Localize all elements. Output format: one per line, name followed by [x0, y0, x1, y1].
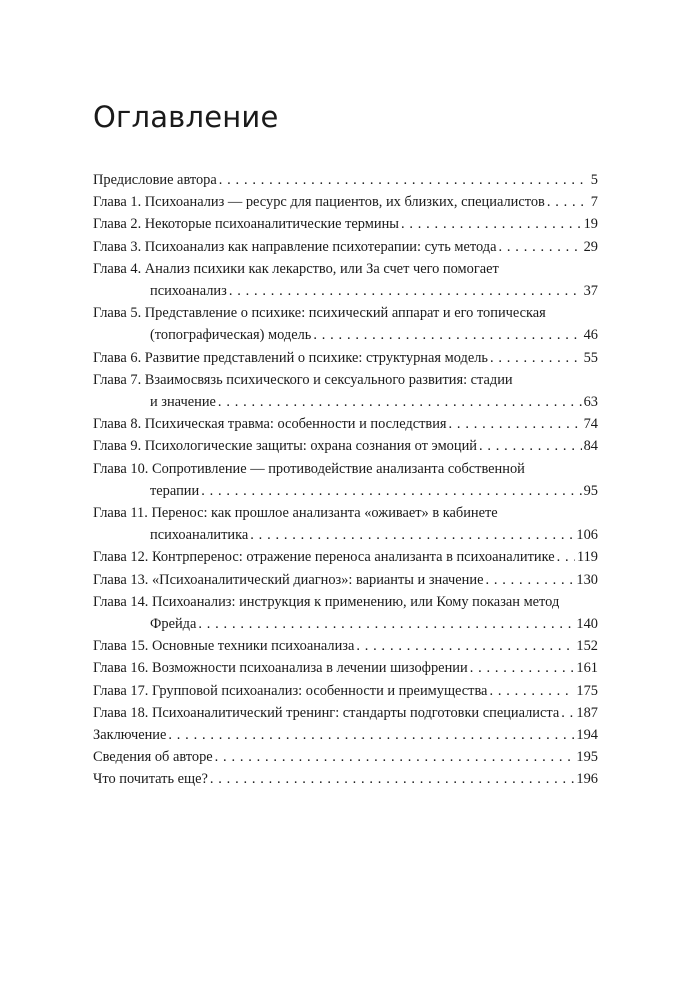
toc-entry-last-line	[93, 280, 598, 302]
table-of-contents	[93, 169, 598, 791]
toc-entry-last-line	[93, 524, 598, 546]
toc-entry-title-line: Глава 7. Взаимосвязь психического и сексуального развития: стадии	[93, 371, 513, 388]
toc-entry-title-line: и значение	[150, 394, 216, 411]
toc-entry-title-line: Глава 4. Анализ психики как лекарство, или За счет чего помогает	[93, 260, 499, 277]
toc-page-number: 5	[590, 172, 598, 188]
toc-entry-last-line	[93, 191, 598, 213]
dot-leader	[479, 435, 582, 457]
toc-page-number: 74	[583, 416, 598, 433]
dot-leader	[499, 236, 582, 258]
toc-entry-title-line: Глава 15. Основные техники психоанализа	[93, 638, 355, 655]
toc-entry-title-line: Предисловие автора	[93, 172, 217, 188]
toc-entry-title-line: Глава 6. Развитие представлений о психике: структурная модель	[93, 349, 488, 366]
toc-entry-title-line: Глава 11. Перенос: как прошлое анализанта «оживает» в кабинете	[93, 505, 498, 522]
toc-entry-last-line	[93, 169, 598, 191]
toc-entry-title-line: психоаналитика	[150, 527, 249, 544]
toc-page-number: 7	[590, 194, 598, 211]
toc-page-number: 130	[576, 571, 598, 588]
toc-entry[interactable]	[93, 702, 598, 724]
toc-page-number: 37	[583, 283, 598, 300]
toc-page-number: 195	[576, 749, 598, 766]
dot-leader	[218, 391, 582, 413]
toc-entry-title-line: Глава 3. Психоанализ как направление психотерапии: суть метода	[93, 238, 497, 255]
toc-entry[interactable]	[93, 369, 598, 413]
toc-entry[interactable]	[93, 724, 598, 746]
toc-entry-title-line: Глава 8. Психическая травма: особенности и последствия	[93, 416, 447, 433]
toc-entry[interactable]	[93, 258, 598, 302]
dot-leader	[356, 635, 574, 657]
toc-entry-last-line	[93, 569, 598, 591]
toc-entry-last-line	[93, 347, 598, 369]
toc-page-number: 196	[576, 771, 598, 788]
toc-entry[interactable]	[93, 502, 598, 546]
toc-entry-last-line	[93, 413, 598, 435]
toc-page-number: 106	[576, 527, 598, 544]
toc-entry-last-line	[93, 391, 598, 413]
toc-entry[interactable]	[93, 213, 598, 235]
toc-entry[interactable]	[93, 569, 598, 591]
toc-entry-title-line: Глава 13. «Психоаналитический диагноз»: варианты и значение	[93, 571, 484, 588]
toc-entry-title-line: Глава 10. Сопротивление — противодействие анализанта собственной	[93, 460, 525, 477]
toc-entry-title-line: Сведения об авторе	[93, 749, 213, 766]
toc-entry-last-line	[93, 213, 598, 235]
toc-page-number: 19	[583, 216, 598, 233]
toc-entry-last-line	[93, 635, 598, 657]
toc-entry-title-line: Глава 16. Возможности психоанализа в лечении шизофрении	[93, 660, 468, 677]
toc-entry[interactable]	[93, 236, 598, 258]
toc-page-number: 84	[583, 438, 598, 455]
dot-leader	[250, 524, 574, 546]
dot-leader	[198, 613, 574, 635]
toc-entry[interactable]	[93, 657, 598, 679]
toc-entry-title-line: психоанализ	[150, 283, 227, 300]
toc-entry[interactable]	[93, 347, 598, 369]
toc-entry[interactable]	[93, 635, 598, 657]
dot-leader	[313, 324, 581, 346]
toc-entry-last-line	[93, 435, 598, 457]
toc-page-number: 29	[583, 238, 598, 255]
dot-leader	[489, 680, 574, 702]
toc-entry[interactable]	[93, 435, 598, 457]
toc-entry-last-line	[93, 768, 598, 790]
page-title: Оглавление	[93, 100, 279, 134]
toc-entry-title-line: Глава 14. Психоанализ: инструкция к применению, или Кому показан метод	[93, 593, 560, 610]
dot-leader	[168, 724, 574, 746]
toc-entry[interactable]	[93, 546, 598, 568]
toc-entry-last-line	[93, 702, 598, 724]
toc-entry-last-line	[93, 613, 598, 635]
toc-entry-title-line: Глава 12. Контрперенос: отражение переноса анализанта в психоаналитике	[93, 549, 555, 566]
toc-entry-title-line: Глава 17. Групповой психоанализ: особенности и преимущества	[93, 682, 488, 699]
dot-leader	[561, 702, 574, 724]
toc-page-number: 46	[583, 327, 598, 344]
toc-entry-title-line: Глава 2. Некоторые психоаналитические термины	[93, 216, 399, 233]
dot-leader	[547, 191, 589, 213]
toc-entry-last-line	[93, 657, 598, 679]
toc-page-number: 55	[583, 349, 598, 366]
toc-entry-last-line	[93, 746, 598, 768]
toc-entry-last-line	[93, 546, 598, 568]
toc-page-number: 187	[576, 704, 598, 721]
toc-page-number: 95	[583, 482, 598, 499]
dot-leader	[470, 657, 575, 679]
toc-entry-title-line: Глава 1. Психоанализ — ресурс для пациентов, их близких, специалистов	[93, 194, 545, 211]
toc-page-number: 161	[576, 660, 598, 677]
dot-leader	[210, 768, 575, 790]
toc-entry[interactable]	[93, 302, 598, 346]
toc-entry-title-line: Глава 18. Психоаналитический тренинг: стандарты подготовки специалиста	[93, 704, 560, 721]
toc-page-number: 175	[576, 682, 598, 699]
dot-leader	[401, 213, 582, 235]
toc-entry-last-line	[93, 236, 598, 258]
toc-entry-last-line	[93, 324, 598, 346]
dot-leader	[229, 280, 582, 302]
toc-entry-title-line: Глава 9. Психологические защиты: охрана сознания от эмоций	[93, 438, 477, 455]
dot-leader	[557, 546, 575, 568]
toc-page-number: 152	[576, 638, 598, 655]
toc-entry-last-line	[93, 724, 598, 746]
toc-entry-title-line: Заключение	[93, 727, 167, 744]
toc-entry[interactable]	[93, 191, 598, 213]
toc-entry[interactable]	[93, 768, 598, 790]
toc-entry-title-line: Что почитать еще?	[93, 771, 208, 788]
toc-entry-title-line: Глава 5. Представление о психике: психический аппарат и его топическая	[93, 305, 546, 322]
toc-entry[interactable]	[93, 746, 598, 768]
toc-entry-last-line	[93, 480, 598, 502]
toc-entry[interactable]	[93, 413, 598, 435]
dot-leader	[449, 413, 582, 435]
toc-entry[interactable]	[93, 680, 598, 702]
dot-leader	[485, 569, 574, 591]
toc-entry[interactable]	[93, 169, 598, 191]
dot-leader	[219, 169, 589, 191]
toc-entry-last-line	[93, 680, 598, 702]
dot-leader	[215, 746, 575, 768]
toc-entry[interactable]	[93, 458, 598, 502]
toc-page-number: 63	[583, 394, 598, 411]
toc-entry-title-line: терапии	[150, 482, 200, 499]
dot-leader	[201, 480, 581, 502]
toc-entry[interactable]	[93, 591, 598, 635]
dot-leader	[490, 347, 582, 369]
toc-entry-title-line: Фрейда	[150, 616, 197, 633]
toc-page-number: 140	[576, 616, 598, 633]
toc-page-number: 194	[576, 727, 598, 744]
toc-page-number: 119	[576, 549, 598, 566]
toc-entry-title-line: (топографическая) модель	[150, 327, 312, 344]
